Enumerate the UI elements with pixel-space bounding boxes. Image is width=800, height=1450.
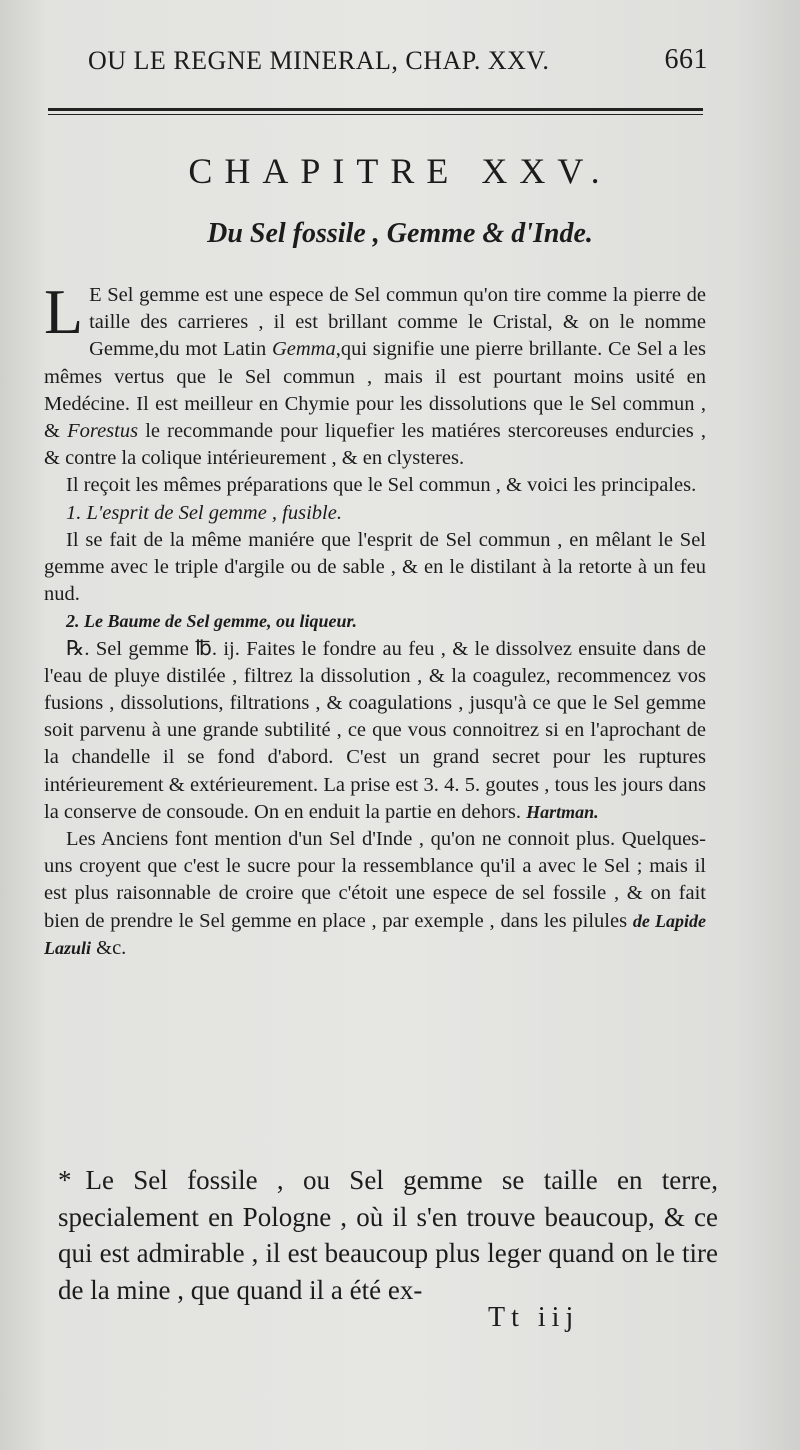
- heading-2: [44, 608, 706, 635]
- header-rule-thin: [48, 114, 703, 115]
- paragraph-5-part-b: &c.: [91, 936, 127, 959]
- latin-word: Gemma: [271, 338, 336, 361]
- footnote: [58, 1162, 718, 1308]
- paragraph-4-text: ℞. Sel gemme ℔. ij. Faites le fondre au feu , & le dissolvez ensuite dans de l'eau de pluye distilée , filtrez la dissolution , & la coagulez, recommencez vos fusions , dissolutions, filtrations , & coagulations , jusqu'à ce que le Sel gemme soit parvenu à une grande subtilité , ce que vous connoitrez si en l'aprochant de la chandelle il se fond d'abord. C'est un grand secret pour les ruptures intérieurement & extérieurement. La prise est 3. 4. 5. goutes , tous les jours dans la conserve de consoude. On en enduit la partie en dehors.: [44, 637, 706, 823]
- drop-cap: L: [44, 276, 84, 347]
- paragraph-1-part-b: ,qui signifie une pierre brillante. Ce Sel a les mêmes vertus que le Sel commun , mais il est pourtant moins usité en Medécine. Il est meilleur en Chymie pour les dissolutions que le Sel commun , &: [44, 338, 707, 443]
- paragraph-1-part-a: E Sel gemme est une espece de Sel commun qu'on tire comme la pierre de taille des carrieres , il est brillant comme le Cristal, & on le nomme Gemme,du mot Latin: [89, 284, 706, 361]
- paragraph-5-part-a: Les Anciens font mention d'un Sel d'Inde , qu'on ne connoit plus. Quelques-uns croyent que c'est le sucre pour la ressemblance qu'il a avec le Sel ; mais il est plus raisonnable de croire que c'étoit une espece de sel fossile , & on fait bien de prendre le Sel gemme en place , par exemple , dans les pilules: [44, 828, 706, 932]
- chapter-title: CHAPITRE XXV.: [188, 151, 612, 191]
- running-head: [88, 46, 708, 76]
- signature-mark: Tt iij: [488, 1302, 580, 1333]
- page-number: 661: [664, 44, 708, 75]
- paragraph-5: [44, 826, 706, 962]
- header-rule-thick: [48, 108, 703, 111]
- paragraph-1: [44, 276, 707, 472]
- latin-phrase: de Lapide Lazuli: [44, 910, 706, 958]
- paragraph-4: [44, 636, 706, 826]
- heading-1: [44, 500, 706, 527]
- running-head-text: OU LE REGNE MINERAL, CHAP. XXV.: [88, 46, 550, 75]
- footnote-text: Le Sel fossile , ou Sel gemme se taille en terre, specialement en Pologne , où il s'en trouve beaucoup, & ce qui est admirable , il est beaucoup plus leger quand on le tire de la mine , que quand il a été ex-: [58, 1165, 718, 1305]
- paragraph-3: Il se fait de la même maniére que l'esprit de Sel commun , en mêlant le Sel gemme avec le triple d'argile ou de sable , & en le distilant à la retorte à un feu nud.: [44, 528, 706, 606]
- chapter-subtitle: Du Sel fossile , Gemme & d'Inde.: [207, 218, 593, 249]
- author-citation: Hartman.: [526, 801, 599, 822]
- author-name: Forestus: [67, 420, 139, 443]
- paragraph-2: Il reçoit les mêmes préparations que le Sel commun , & voici les principales.: [66, 474, 697, 497]
- body-text: [44, 276, 707, 962]
- paragraph-1-part-c: le recommande pour liquefier les matiéres stercoreuses endurcies , & contre la colique intérieurement , & en clysteres.: [44, 420, 706, 470]
- footnote-star: *: [58, 1165, 72, 1195]
- heading-2-text: 2. Le Baume de Sel gemme, ou liqueur.: [66, 611, 357, 632]
- heading-1-text: 1. L'esprit de Sel gemme , fusible.: [66, 501, 342, 524]
